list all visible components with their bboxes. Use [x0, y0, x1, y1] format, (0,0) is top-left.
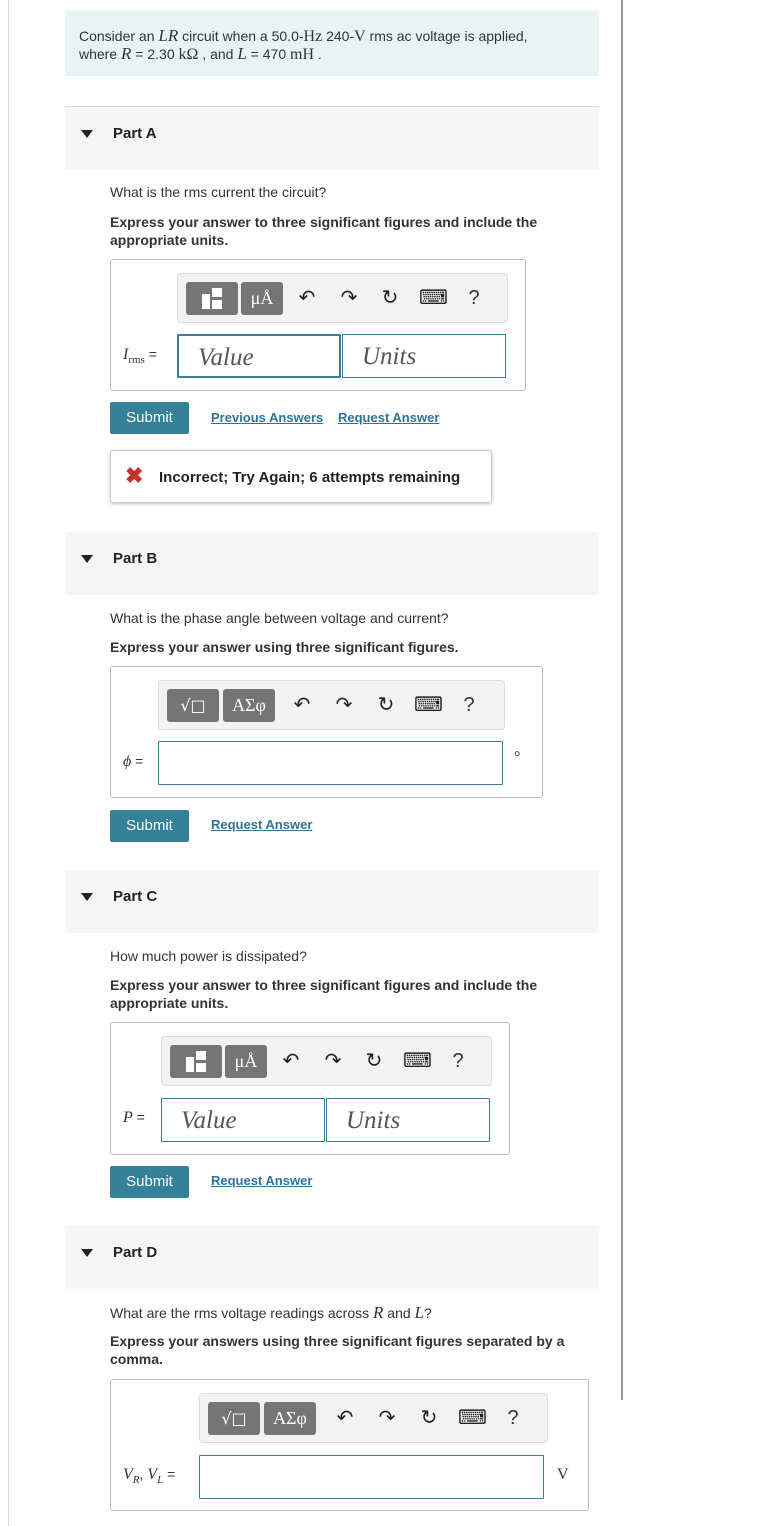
part-a-header[interactable] — [65, 107, 599, 170]
question-text: and — [383, 1305, 415, 1321]
part-d-title: Part D — [113, 1244, 158, 1261]
units-placeholder: Units — [346, 1107, 401, 1134]
var-sub-rms: rms — [128, 354, 145, 367]
part-a-instruction: Express your answer to three significant figures and include the appropriate units. — [110, 214, 538, 248]
units-input[interactable] — [342, 334, 506, 378]
intro-text: . — [314, 46, 322, 62]
intro-math-lr: LR — [158, 26, 179, 45]
phase-angle-input[interactable] — [158, 741, 503, 785]
fraction-template-icon — [186, 1051, 206, 1072]
part-b-question: What is the phase angle between voltage and current? — [110, 610, 449, 626]
intro-text: circuit when a 50.0- — [178, 28, 304, 44]
redo-icon[interactable]: ↷ — [378, 1407, 396, 1429]
p-label — [123, 1109, 145, 1127]
part-a-submit-button[interactable]: Submit — [110, 402, 189, 434]
units-button[interactable]: μÅ — [241, 282, 283, 315]
greek-button[interactable]: ΑΣφ — [223, 689, 275, 722]
var-phi: ϕ — [123, 753, 132, 770]
part-c-question: How much power is dissipated? — [110, 948, 307, 964]
value-placeholder: Value — [198, 344, 254, 371]
intro-line-2 — [79, 45, 585, 63]
equals-sign: = — [144, 346, 157, 362]
feedback-message: Incorrect; Try Again; 6 attempts remaining — [159, 469, 461, 486]
intro-text: = 470 — [246, 46, 290, 62]
keyboard-icon[interactable]: ⌨ — [458, 1407, 487, 1429]
help-button[interactable]: ? — [463, 694, 475, 716]
right-border — [621, 0, 623, 1400]
part-b-answer-box — [110, 666, 543, 798]
undo-icon[interactable]: ↶ — [293, 694, 311, 716]
var-sub-l: L — [157, 1474, 164, 1487]
redo-icon[interactable]: ↷ — [324, 1050, 342, 1072]
collapse-caret-icon[interactable] — [81, 130, 93, 138]
part-b-header[interactable] — [65, 532, 599, 595]
var-v: V — [147, 1466, 158, 1483]
part-b-title: Part B — [113, 550, 158, 567]
vr-vl-label — [123, 1466, 175, 1486]
math-toolbar — [161, 1036, 492, 1086]
math-r: R — [373, 1303, 384, 1322]
keyboard-icon[interactable]: ⌨ — [403, 1050, 432, 1072]
equals-sign: = — [131, 753, 144, 769]
templates-button[interactable]: √□ — [167, 689, 219, 722]
left-border — [8, 0, 9, 1526]
intro-text: = 2.30 — [131, 46, 179, 62]
value-input[interactable] — [161, 1098, 325, 1142]
var-p: P — [123, 1109, 133, 1126]
phi-label — [123, 753, 143, 771]
keyboard-icon[interactable]: ⌨ — [414, 694, 443, 716]
math-toolbar — [199, 1393, 548, 1443]
part-b-instruction: Express your answer using three significant figures. — [110, 639, 459, 655]
math-toolbar — [177, 273, 508, 323]
part-d-instruction: Express your answers using three significant figures separated by a comma. — [110, 1333, 565, 1367]
redo-icon[interactable]: ↷ — [335, 694, 353, 716]
greek-button[interactable]: ΑΣφ — [264, 1402, 316, 1435]
math-toolbar — [158, 680, 505, 730]
part-c-title: Part C — [113, 888, 158, 905]
part-b-submit-button[interactable]: Submit — [110, 810, 189, 842]
help-button[interactable]: ? — [507, 1407, 519, 1429]
collapse-caret-icon[interactable] — [81, 893, 93, 901]
intro-text: 240- — [322, 28, 355, 44]
part-c-answer-box — [110, 1022, 510, 1155]
intro-text: rms ac voltage is applied, — [365, 28, 528, 44]
part-b-request-answer-link[interactable]: Request Answer — [211, 817, 313, 832]
value-input[interactable] — [177, 334, 341, 378]
var-sub-r: R — [132, 1474, 140, 1487]
intro-text: where — [79, 46, 122, 62]
intro-line-1 — [79, 27, 585, 45]
keyboard-icon[interactable]: ⌨ — [419, 287, 448, 309]
part-a-title: Part A — [113, 125, 157, 142]
intro-unit-hz: Hz — [303, 28, 323, 45]
undo-icon[interactable]: ↶ — [298, 287, 316, 309]
incorrect-feedback — [110, 450, 492, 503]
collapse-caret-icon[interactable] — [81, 555, 93, 563]
help-button[interactable]: ? — [468, 287, 480, 309]
intro-math-r: R — [121, 44, 132, 63]
i-rms-label — [123, 346, 157, 366]
problem-intro — [65, 10, 599, 76]
degree-unit: ° — [514, 749, 521, 766]
part-a-answer-box — [110, 259, 526, 391]
part-c-instruction: Express your answer to three significant figures and include the appropriate units. — [110, 977, 538, 1011]
question-text: What are the rms voltage readings across — [110, 1305, 374, 1321]
equals-sign: = — [132, 1109, 145, 1125]
comma-separator: , — [139, 1466, 148, 1482]
part-c-request-answer-link[interactable]: Request Answer — [211, 1173, 313, 1188]
reset-icon[interactable]: ↻ — [365, 1050, 383, 1072]
undo-icon[interactable]: ↶ — [282, 1050, 300, 1072]
var-v: V — [123, 1466, 133, 1483]
intro-unit-kohm: kΩ — [178, 46, 199, 63]
reset-icon[interactable]: ↻ — [381, 287, 399, 309]
reset-icon[interactable]: ↻ — [377, 694, 395, 716]
volt-unit: V — [557, 1466, 569, 1483]
part-c-submit-button[interactable]: Submit — [110, 1166, 189, 1198]
intro-text: , and — [198, 46, 238, 62]
units-placeholder: Units — [362, 343, 417, 370]
intro-unit-mh: mH — [290, 46, 314, 63]
units-button[interactable]: μÅ — [225, 1045, 267, 1078]
question-text: ? — [424, 1305, 432, 1321]
part-a-request-answer-link[interactable]: Request Answer — [338, 410, 440, 425]
part-d-header[interactable] — [65, 1226, 599, 1289]
units-input[interactable] — [326, 1098, 490, 1142]
templates-button[interactable] — [170, 1045, 222, 1078]
equals-sign: = — [163, 1466, 176, 1482]
part-d-answer-box — [110, 1379, 589, 1511]
previous-answers-link[interactable]: Previous Answers — [211, 410, 324, 425]
redo-icon[interactable]: ↷ — [340, 287, 358, 309]
undo-icon[interactable]: ↶ — [336, 1407, 354, 1429]
voltage-readings-input[interactable] — [199, 1455, 544, 1499]
intro-text: Consider an — [79, 28, 159, 44]
part-a-question: What is the rms current the circuit? — [110, 184, 327, 200]
var-i: I — [123, 346, 129, 363]
fraction-template-icon — [202, 288, 222, 309]
help-button[interactable]: ? — [452, 1050, 464, 1072]
intro-unit-v: V — [354, 28, 366, 45]
intro-math-l: L — [237, 44, 247, 63]
templates-button[interactable]: √□ — [208, 1402, 260, 1435]
value-placeholder: Value — [181, 1107, 237, 1134]
math-l: L — [414, 1303, 425, 1322]
incorrect-x-icon: ✖ — [125, 463, 144, 488]
reset-icon[interactable]: ↻ — [420, 1407, 438, 1429]
templates-button[interactable] — [186, 282, 238, 315]
part-d-question — [110, 1303, 432, 1323]
part-c-header[interactable] — [65, 870, 599, 933]
collapse-caret-icon[interactable] — [81, 1249, 93, 1257]
